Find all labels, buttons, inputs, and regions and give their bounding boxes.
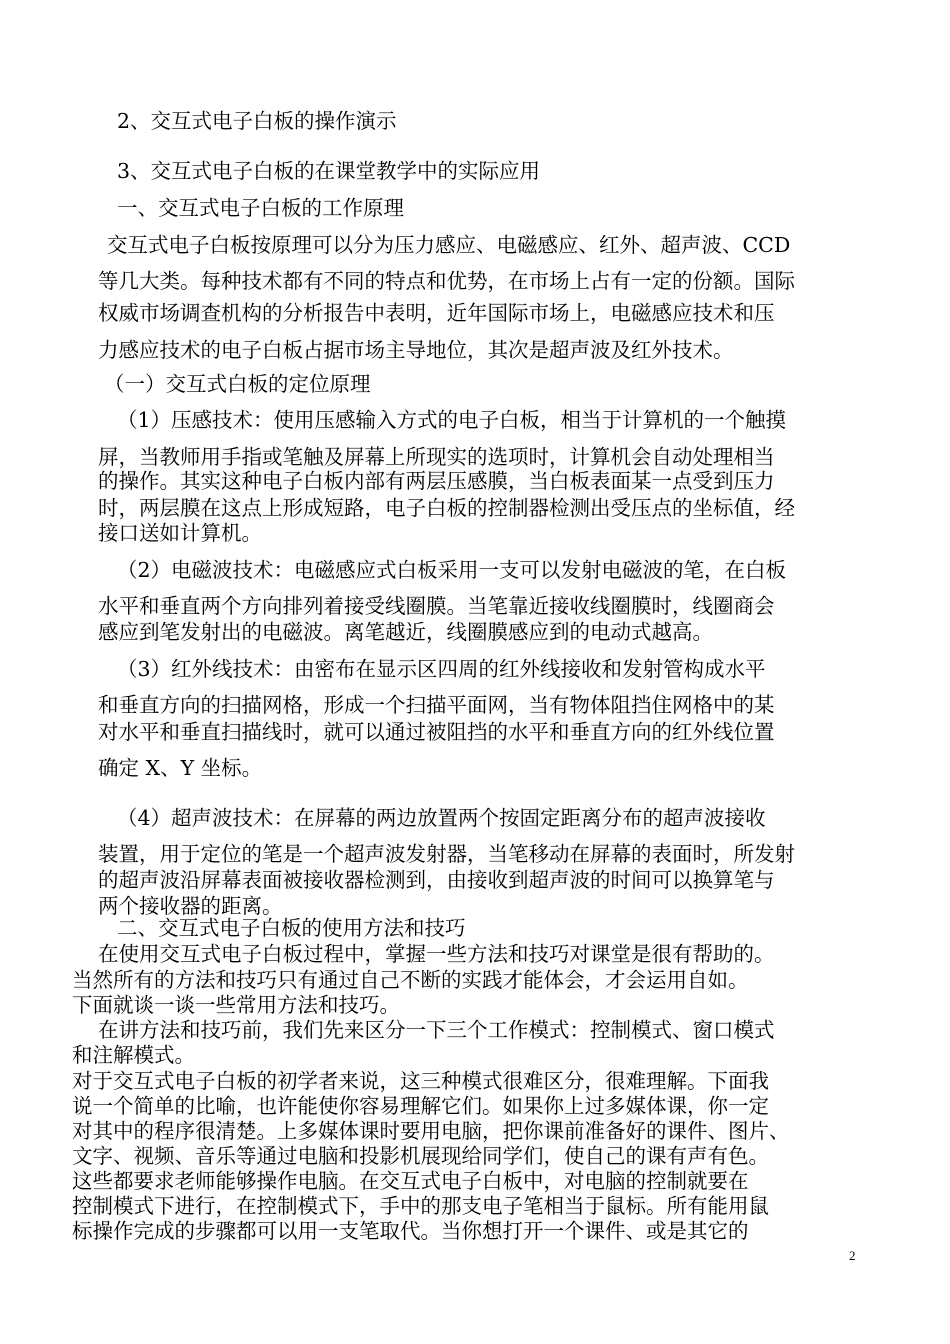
text-line: 的操作。其实这种电子白板内部有两层压感膜，当白板表面某一点受到压力 [98,469,775,493]
text-line: 屏，当教师用手指或笔触及屏幕上所现实的选项时，计算机会自动处理相当 [98,445,775,469]
text-line: （1）压感技术：使用压感输入方式的电子白板，相当于计算机的一个触摸 [117,408,787,432]
text-line: 等几大类。每种技术都有不同的特点和优势，在市场上占有一定的份额。国际 [98,269,795,293]
section-heading: 一、交互式电子白板的工作原理 [117,196,404,220]
text-line: 交互式电子白板按原理可以分为压力感应、电磁感应、红外、超声波、CCD [107,233,791,257]
text-line: 控制模式下进行，在控制模式下，手中的那支电子笔相当于鼠标。所有能用鼠 [72,1194,769,1218]
text-line: 在讲方法和技巧前，我们先来区分一下三个工作模式：控制模式、窗口模式 [98,1018,775,1042]
text-line: 接口送如计算机。 [98,521,262,545]
text-line: 当然所有的方法和技巧只有通过自己不断的实践才能体会，才会运用自如。 [72,968,749,992]
text-line: 2、交互式电子白板的操作演示 [117,109,397,133]
subsection-heading: （一）交互式白板的定位原理 [104,372,371,396]
text-line: （3）红外线技术：由密布在显示区四周的红外线接收和发射管构成水平 [117,657,766,681]
text-line: 这些都要求老师能够操作电脑。在交互式电子白板中，对电脑的控制就要在 [72,1169,749,1193]
text-line: 标操作完成的步骤都可以用一支笔取代。当你想打开一个课件、或是其它的 [72,1219,749,1243]
page-number: 2 [849,1248,856,1263]
text-line: （4）超声波技术：在屏幕的两边放置两个按固定距离分布的超声波接收 [117,806,766,830]
text-line: （2）电磁波技术：电磁感应式白板采用一支可以发射电磁波的笔，在白板 [117,558,787,582]
section-heading: 二、交互式电子白板的使用方法和技巧 [117,916,466,940]
text-line: 时，两层膜在这点上形成短路，电子白板的控制器检测出受压点的坐标值，经 [98,496,795,520]
text-line: 和注解模式。 [72,1043,195,1067]
text-line: 和垂直方向的扫描网格，形成一个扫描平面网，当有物体阻挡住网格中的某 [98,693,775,717]
text-line: 文字、视频、音乐等通过电脑和投影机展现给同学们，使自己的课有声有色。 [72,1144,769,1168]
text-line: 的超声波沿屏幕表面被接收器检测到，由接收到超声波的时间可以换算笔与 [98,868,775,892]
text-line: 两个接收器的距离。 [98,894,283,918]
text-line: 水平和垂直两个方向排列着接受线圈膜。当笔靠近接收线圈膜时，线圈商会 [98,594,775,618]
text-line: 对其中的程序很清楚。上多媒体课时要用电脑，把你课前准备好的课件、图片、 [72,1119,790,1143]
text-line: 感应到笔发射出的电磁波。离笔越近，线圈膜感应到的电动式越高。 [98,620,713,644]
text-line: 权威市场调查机构的分析报告中表明，近年国际市场上，电磁感应技术和压 [98,301,775,325]
text-line: 说一个简单的比喻，也许能使你容易理解它们。如果你上过多媒体课，你一定 [72,1094,769,1118]
text-line: 3、交互式电子白板的在课堂教学中的实际应用 [117,159,541,183]
text-line: 下面就谈一谈一些常用方法和技巧。 [72,993,400,1017]
text-line: 对于交互式电子白板的初学者来说，这三种模式很难区分，很难理解。下面我 [72,1069,769,1093]
text-line: 装置，用于定位的笔是一个超声波发射器，当笔移动在屏幕的表面时，所发射 [98,842,795,866]
text-line: 力感应技术的电子白板占据市场主导地位，其次是超声波及红外技术。 [98,338,734,362]
text-line: 确定 X、Y 坐标。 [98,756,263,780]
text-line: 对水平和垂直扫描线时，就可以通过被阻挡的水平和垂直方向的红外线位置 [98,720,775,744]
text-line: 在使用交互式电子白板过程中，掌握一些方法和技巧对课堂是很有帮助的。 [98,942,775,966]
